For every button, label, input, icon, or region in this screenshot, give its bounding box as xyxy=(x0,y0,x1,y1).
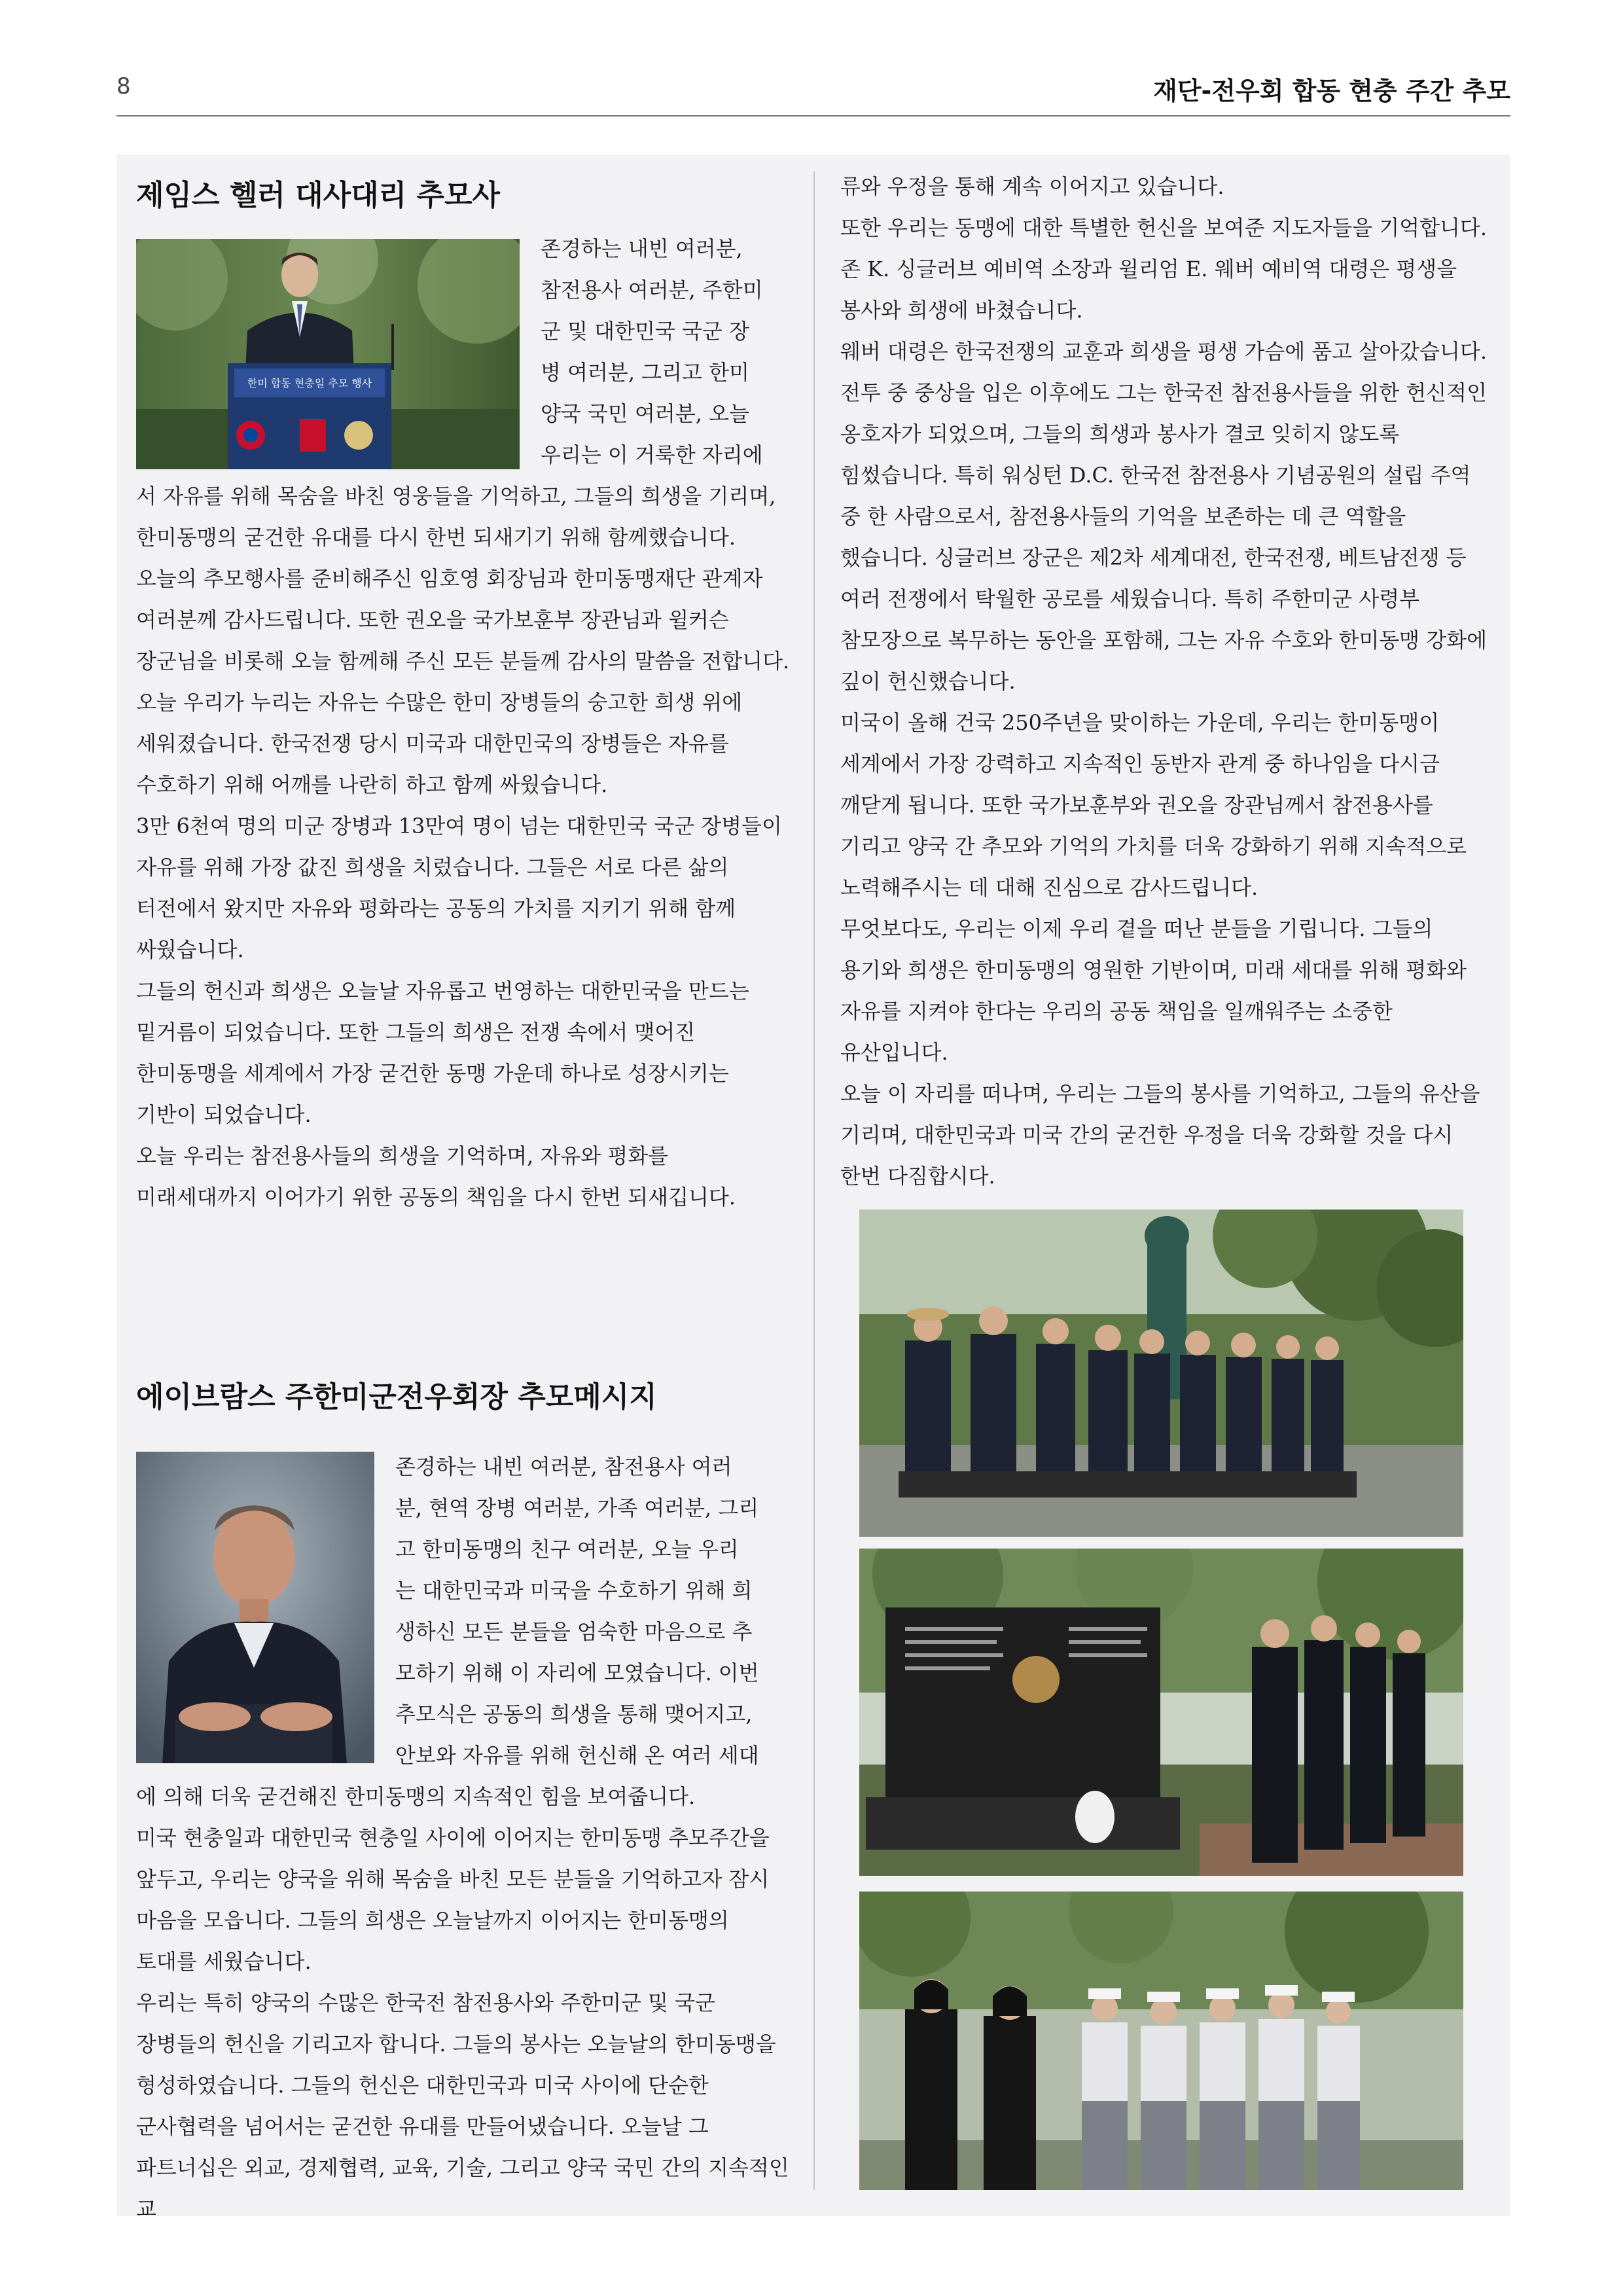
intro-line: 분, 현역 장병 여러분, 가족 여러분, 그리 xyxy=(395,1496,759,1520)
speaker-podium-photo xyxy=(136,239,520,469)
intro-line: 는 대한민국과 미국을 수호하기 위해 희 xyxy=(395,1578,753,1603)
paragraph: 3만 6천여 명의 미군 장병과 13만여 명이 넘는 대한민국 국군 장병들이 자유를 위해 가장 값진 희생을 치렀습니다. 그들은 서로 다른 삶의 터전에서 왔지만 자유와 평화라는 공동의 가치를 지키기 위해 함께 싸웠습니다. xyxy=(136,814,782,962)
paragraph: 그들의 헌신과 희생은 오늘날 자유롭고 번영하는 대한민국을 만드는 밑거름이 되었습니다. 또한 그들의 희생은 전쟁 속에서 맺어진 한미동맹을 세계에서 가장 굳건한 동맹 가운데 하나로 성장시키는 기반이 되었습니다. xyxy=(136,978,749,1127)
section1-intro xyxy=(541,228,792,476)
right-column-body xyxy=(840,166,1496,1197)
intro-line: 우리는 이 거룩한 자리에 xyxy=(541,442,763,467)
intro-line: 존경하는 내빈 여러분, xyxy=(541,236,743,261)
paragraph: 류와 우정을 통해 계속 이어지고 있습니다. xyxy=(840,174,1224,199)
intro-line: 모하기 위해 이 자리에 모였습니다. 이번 xyxy=(395,1660,759,1685)
column-divider xyxy=(813,171,815,2190)
paragraph: 오늘 우리는 참전용사들의 희생을 기억하며, 자유와 평화를 미래세대까지 이어가기 위한 공동의 책임을 다시 한번 되새깁니다. xyxy=(136,1143,736,1210)
cadets-mourners-photo xyxy=(859,1892,1463,2190)
intro-line: 안보와 자유를 위해 헌신해 온 여러 세대 xyxy=(395,1743,759,1768)
portrait-photo xyxy=(136,1452,374,1763)
intro-line: 고 한미동맹의 친구 여러분, 오늘 우리 xyxy=(395,1537,739,1562)
paragraph: 미국 현충일과 대한민국 현충일 사이에 이어지는 한미동맹 추모주간을 앞두고, 우리는 양국을 위해 목숨을 바친 모든 분들을 기억하고자 잠시 마음을 모읍니다. 그들의 희생은 오늘날까지 이어지는 한미동맹의 토대를 세웠습니다. xyxy=(136,1825,770,1974)
paragraph: 웨버 대령은 한국전쟁의 교훈과 희생을 평생 가슴에 품고 살아갔습니다. 전투 중 중상을 입은 이후에도 그는 한국전 참전용사들을 위한 헌신적인 옹호자가 되었으며, 그들의 희생과 봉사가 결코 잊히지 않도록 힘썼습니다. 특히 워싱턴 D.C. 한국전 참전용사 기념공원의 설립 주역 중 한 사람으로서, 참전용사들의 기억을 보존하는 데 큰 역할을 했습니다. 싱글러브 장군은 제2차 세계대전, 한국전쟁, 베트남전쟁 등 여러 전쟁에서 탁월한 공로를 세웠습니다. 특히 주한미군 사령부 참모장으로 복무하는 동안을 포함해, 그는 자유 수호와 한미동맹 강화에 깊이 헌신했습니다. xyxy=(840,339,1487,694)
intro-line: 참전용사 여러분, 주한미 xyxy=(541,278,763,302)
paragraph: 우리는 특히 양국의 수많은 한국전 참전용사와 주한미군 및 국군 장병들의 헌신을 기리고자 합니다. 그들의 봉사는 오늘날의 한미동맹을 형성하였습니다. 그들의 헌신은 대한민국과 미국 사이에 단순한 군사협력을 넘어서는 굳건한 유대를 만들어냈습니다. 오늘날 그 파트너십은 외교, 경제협력, 교육, 기술, 그리고 양국 국민 간의 지속적인 교 xyxy=(136,1990,789,2221)
paragraph: 무엇보다도, 우리는 이제 우리 곁을 떠난 분들을 기립니다. 그들의 용기와 희생은 한미동맹의 영원한 기반이며, 미래 세대를 위해 평화와 자유를 지켜야 한다는 우리의 공동 책임을 일깨워주는 소중한 유산입니다. xyxy=(840,916,1467,1065)
paragraph: 서 자유를 위해 목숨을 바친 영웅들을 기억하고, 그들의 희생을 기리며, 한미동맹의 굳건한 유대를 다시 한번 되새기기 위해 함께했습니다. xyxy=(136,484,776,550)
intro-line: 양국 국민 여러분, 오늘 xyxy=(541,401,749,426)
paragraph: 오늘 우리가 누리는 자유는 수많은 한미 장병들의 숭고한 희생 위에 세워졌습니다. 한국전쟁 당시 미국과 대한민국의 장병들은 자유를 수호하기 위해 어깨를 나란히 하고 함께 싸웠습니다. xyxy=(136,690,743,797)
section1-title: 제임스 헬러 대사대리 추모사 xyxy=(136,179,501,212)
ceremony-officials-photo xyxy=(859,1210,1463,1537)
intro-line: 군 및 대한민국 국군 장 xyxy=(541,319,749,344)
header-rule xyxy=(116,115,1510,117)
paragraph: 오늘 이 자리를 떠나며, 우리는 그들의 봉사를 기억하고, 그들의 유산을 기리며, 대한민국과 미국 간의 굳건한 우정을 더욱 강화할 것을 다시 한번 다짐합시다. xyxy=(840,1081,1480,1189)
intro-line: 추모식은 공동의 희생을 통해 맺어지고, xyxy=(395,1702,753,1727)
intro-line: 병 여러분, 그리고 한미 xyxy=(541,360,749,385)
intro-line: 존경하는 내빈 여러분, 참전용사 여러 xyxy=(395,1454,732,1479)
paragraph: 에 의해 더욱 굳건해진 한미동맹의 지속적인 힘을 보여줍니다. xyxy=(136,1784,696,1809)
section2-title: 에이브람스 주한미군전우회장 추모메시지 xyxy=(136,1380,657,1414)
paragraph: 미국이 올해 건국 250주년을 맞이하는 가운데, 우리는 한미동맹이 세계에서 가장 강력하고 지속적인 동반자 관계 중 하나임을 다시금 깨닫게 됩니다. 또한 국가보훈부와 권오을 장관님께서 참전용사를 기리고 양국 간 추모와 기억의 가치를 더욱 강화하기 위해 지속적으로 노력해주시는 데 대해 진심으로 감사드립니다. xyxy=(840,710,1467,900)
page-header-title: 재단-전우회 합동 현충 주간 추모 xyxy=(1153,77,1510,105)
paragraph: 또한 우리는 동맹에 대한 특별한 헌신을 보여준 지도자들을 기억합니다. 존 K. 싱글러브 예비역 소장과 윌리엄 E. 웨버 예비역 대령은 평생을 봉사와 희생에 바쳤습니다. xyxy=(840,215,1487,323)
section2-body xyxy=(136,1776,792,2230)
page-number: 8 xyxy=(116,73,131,99)
section1-body xyxy=(136,476,792,1218)
podium-sign: 한미 합동 현충일 추모 행사 xyxy=(247,377,372,389)
paragraph: 오늘의 추모행사를 준비해주신 임호영 회장님과 한미동맹재단 관계자 여러분께 감사드립니다. 또한 권오을 국가보훈부 장관님과 윌커슨 장군님을 비롯해 오늘 함께해 주신 모든 분들께 감사의 말씀을 전합니다. xyxy=(136,566,790,673)
memorial-monument-photo xyxy=(859,1549,1463,1876)
intro-line: 생하신 모든 분들을 엄숙한 마음으로 추 xyxy=(395,1619,753,1644)
section2-intro xyxy=(395,1446,792,1776)
